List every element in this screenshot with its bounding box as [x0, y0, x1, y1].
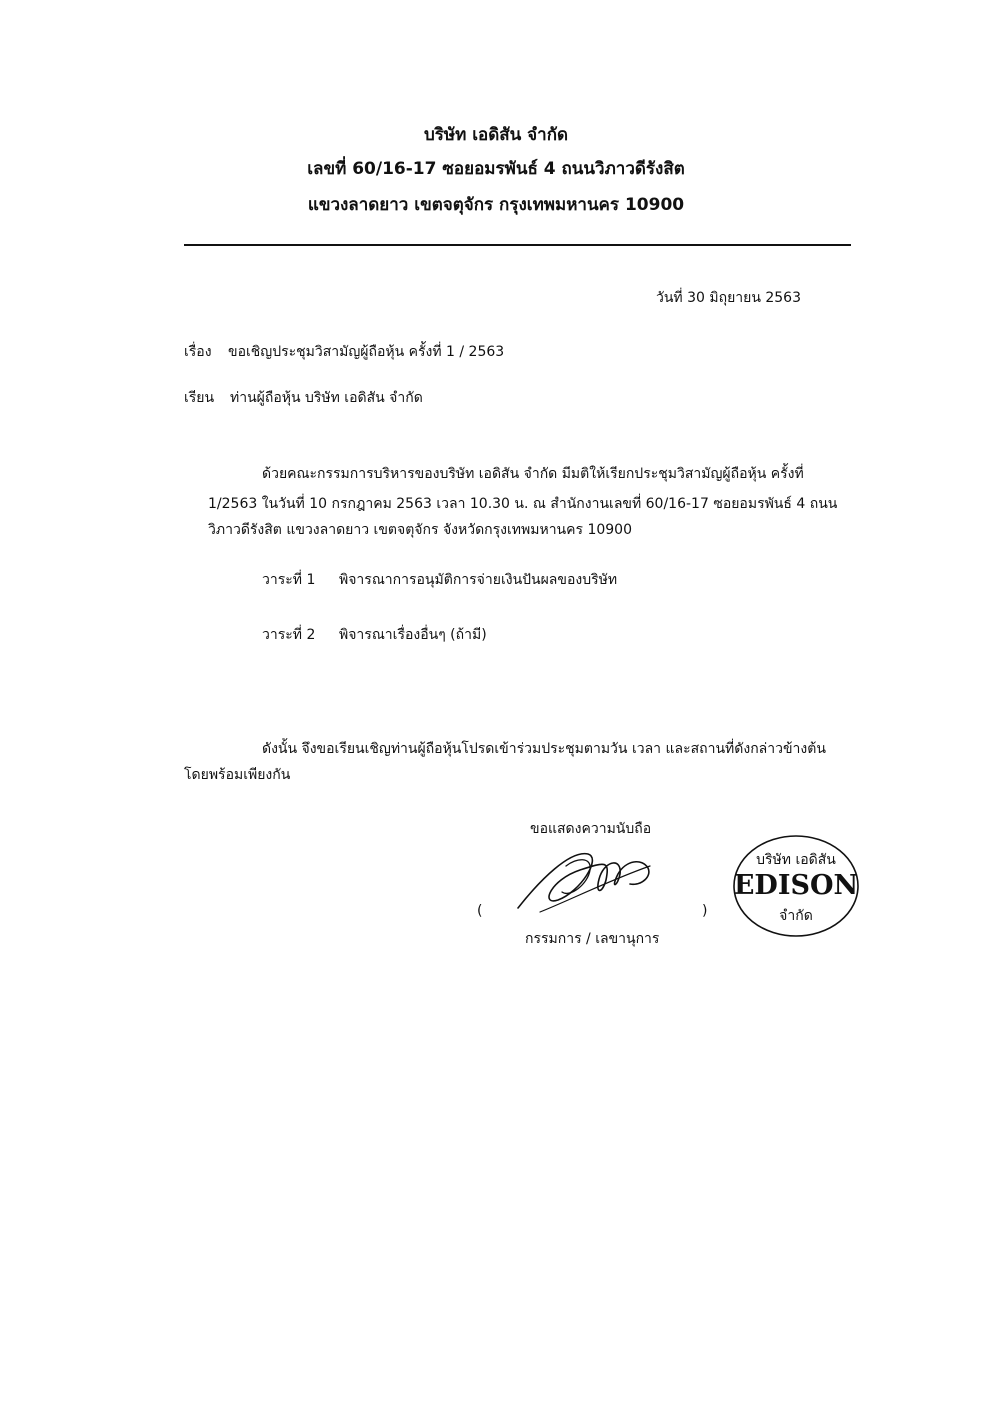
agenda-item-2-label: วาระที่ 2 [262, 627, 316, 643]
agenda-item-1-text: พิจารณาการอนุมัติการจ่ายเงินปันผลของบริษัท [339, 572, 618, 588]
stamp-brand-text: EDISON [733, 870, 859, 901]
signatory-title: กรรมการ / เลขานุการ [525, 931, 660, 947]
body-paragraph1-line2: 1/2563 ในวันที่ 10 กรกฎาคม 2563 เวลา 10.30 น. ณ สำนักงานเลขที่ 60/16-17 ซอยอมรพันธ์ 4 ถนน [208, 496, 838, 512]
body-paragraph2-line2: โดยพร้อมเพียงกัน [184, 767, 291, 783]
stamp-top-text: บริษัท เอดิสัน [756, 852, 836, 868]
agenda-item-1-label: วาระที่ 1 [262, 572, 316, 588]
stamp-bottom-text: จำกัด [779, 908, 813, 924]
signature-paren-open: ( [477, 903, 483, 919]
company-address-line1: เลขที่ 60/16-17 ซอยอมรพันธ์ 4 ถนนวิภาวดีรังสิต [307, 159, 685, 179]
subject-label: เรื่อง [184, 344, 212, 360]
company-address-line2: แขวงลาดยาว เขตจตุจักร กรุงเทพมหานคร 10900 [307, 195, 685, 215]
agenda-item-2-text: พิจารณาเรื่องอื่นๆ (ถ้ามี) [339, 627, 487, 643]
recipient-label: เรียน [184, 390, 215, 406]
recipient-text: ท่านผู้ถือหุ้น บริษัท เอดิสัน จำกัด [230, 390, 423, 406]
company-seal-stamp [708, 832, 888, 940]
company-name-heading: บริษัท เอดิสัน จำกัด [423, 125, 569, 145]
letter-date: วันที่ 30 มิถุยายน 2563 [656, 290, 801, 306]
signature-paren-close: ) [702, 903, 708, 919]
closing-salutation: ขอแสดงความนับถือ [530, 821, 652, 837]
subject-text: ขอเชิญประชุมวิสามัญผู้ถือหุ้น ครั้งที่ 1 / 2563 [228, 344, 505, 360]
body-paragraph2-line1: ดังนั้น จึงขอเรียนเชิญท่านผู้ถือหุ้นโปรดเข้าร่วมประชุมตามวัน เวลา และสถานที่ดังกล่าวข้างต้น [262, 741, 826, 757]
letterhead-divider [184, 244, 851, 246]
handwritten-signature [510, 840, 680, 920]
body-paragraph1-line3: วิภาวดีรังสิต แขวงลาดยาว เขตจตุจักร จังหวัดกรุงเทพมหานคร 10900 [208, 522, 632, 538]
body-paragraph1-line1: ด้วยคณะกรรมการบริหารของบริษัท เอดิสัน จำกัด มีมติให้เรียกประชุมวิสามัญผู้ถือหุ้น ครั้งที่ [262, 466, 804, 482]
